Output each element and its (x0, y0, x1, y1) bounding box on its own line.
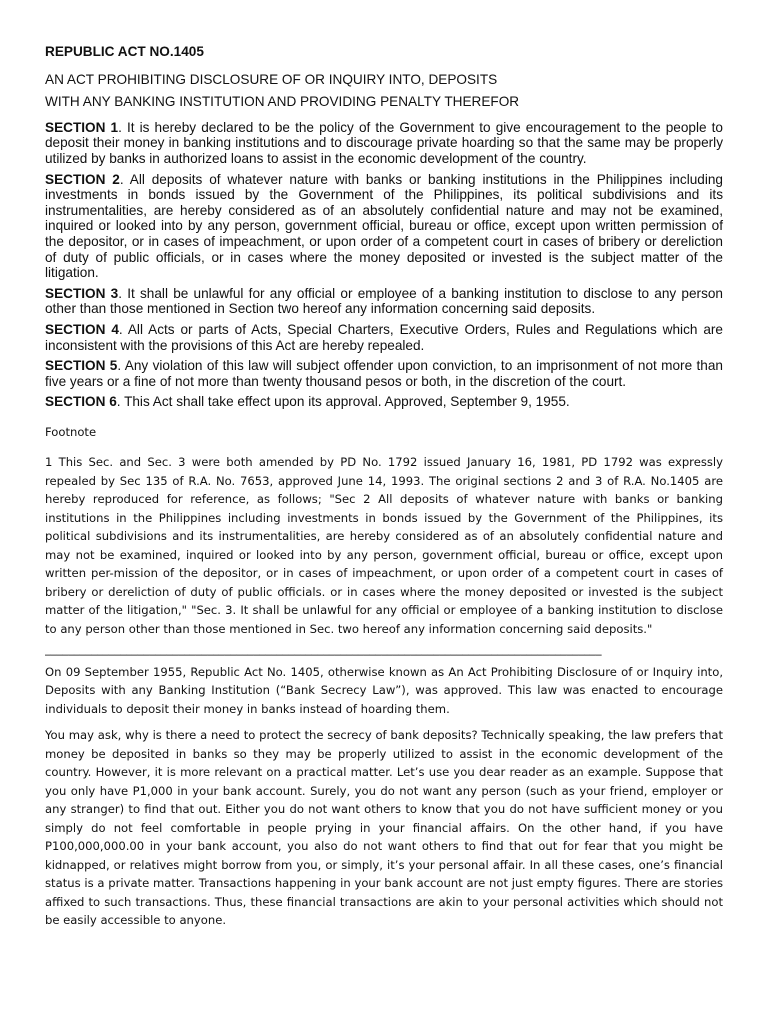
section-5 (45, 358, 723, 389)
section-2 (45, 172, 723, 281)
notes-and-commentary (45, 423, 723, 930)
section-body: . This Act shall take effect upon its approval. Approved, September 9, 1955. (116, 394, 570, 410)
section-1 (45, 120, 723, 167)
section-label: SECTION 1 (45, 119, 119, 135)
section-3 (45, 286, 723, 317)
section-label: SECTION 6 (45, 394, 117, 410)
commentary-paragraph: On 09 September 1955, Republic Act No. 1405, otherwise known as An Act Prohibiting Disclosure of or Inquiry into, Deposits with any Banking Institution (“Bank Secrecy Law”), was approved. This law was enacted to encourage individuals to deposit their money in banks instead of hoarding them. (45, 664, 723, 716)
document-page (45, 44, 723, 938)
section-label: SECTION 3 (45, 285, 119, 301)
section-body: . It shall be unlawful for any official or employee of a banking institution to disclose to any person other than those mentioned in Section two hereof any information concerning said deposits. (45, 285, 723, 317)
commentary-paragraph: You may ask, why is there a need to protect the secrecy of bank deposits? Technically speaking, the law prefers that money be deposited in banks so they may be properly utilized to assist in the economic development of the country. However, it is more relevant on a practical matter. Let’s use you dear reader as an example. Suppose that you only have P1,000 in your bank account. Surely, you do not want any person (such as your friend, employer or any stranger) to find that out. Either you do not want others to know that you do not have sufficient money or you simply do not feel comfortable in people prying in your financial affairs. On the other hand, if you have P100,000,000.00 in your bank account, you also do not want others to find that out for fear that you might be kidnapped, or relatives might borrow from you, or simply, it’s your personal affair. In all these cases, one’s financial status is a private matter. Transactions happening in your bank account are not just empty figures. There are stories affixed to such transactions. Thus, these financial transactions are akin to your personal activities which should not be easily accessible to anyone. (45, 728, 723, 928)
act-title: REPUBLIC ACT NO.1405 (45, 44, 204, 59)
section-body: . It is hereby declared to be the policy of the Government to give encouragement to the people to deposit their money in banking institutions and to discourage private hoarding so that the same may be properly utilized by banks in authorized loans to assist in the economic development of the country. (45, 119, 723, 166)
section-body: . All deposits of whatever nature with banks or banking institutions in the Philippines including investments in bonds issued by the Government of the Philippines, its political subdivisions and its instrumentalities, are hereby considered as of an absolutely confidential nature and may not be examined, inquired or looked into by any person, government official, bureau or office, except upon written permission of the depositor, or in cases of impeachment, or upon order of a competent court in cases of bribery or dereliction of duty of public officials, or in cases where the money deposited or invested is the subject matter of the litigation. (45, 171, 723, 281)
footnote-heading: Footnote (45, 424, 97, 439)
section-body: . Any violation of this law will subject offender upon conviction, to an imprisonment of not more than five years or a fine of not more than twenty thousand pesos or both, in the discretion of the court. (45, 358, 723, 389)
section-label: SECTION 2 (45, 171, 120, 187)
separator-line: ________________________________________________________________________________________________ (45, 642, 602, 657)
section-label: SECTION 4 (45, 321, 119, 337)
section-4 (45, 322, 723, 353)
act-subtitle-line-1: AN ACT PROHIBITING DISCLOSURE OF OR INQUIRY INTO, DEPOSITS (45, 71, 498, 87)
footnote-text: 1 This Sec. and Sec. 3 were both amended by PD No. 1792 issued January 16, 1981, PD 1792 was expressly repealed by Sec 135 of R.A. No. 7653, approved June 14, 1993. The original sections 2 and 3 of R.A. No.1405 are hereby reproduced for reference, as follows; "Sec 2 All deposits of whatever nature with banks or banking institutions in the Philippines including investments in bonds issued by the Government of the Philippines, its political subdivisions and its instrumentalities, are hereby considered as of an absolutely confidential nature and may not be examined, inquired or looked into by any person, government official, bureau or office, except upon written per-mission of the depositor, or in cases of impeachment, or upon order of a competent court in cases of bribery or dereliction of duty of public officials. or in cases where the money deposited or invested is the subject matter of the litigation," "Sec. 3. It shall be unlawful for any official or employee of a banking institution to disclose to any person other than those mentioned in Sec. two hereof any information concerning said deposits." (45, 455, 723, 636)
act-subtitle-line-2: WITH ANY BANKING INSTITUTION AND PROVIDING PENALTY THEREFOR (45, 94, 520, 110)
act-text (45, 44, 723, 410)
section-body: . All Acts or parts of Acts, Special Charters, Executive Orders, Rules and Regulations which are inconsistent with the provisions of this Act are hereby repealed. (45, 321, 723, 353)
section-6 (45, 394, 723, 410)
section-label: SECTION 5 (45, 358, 118, 374)
